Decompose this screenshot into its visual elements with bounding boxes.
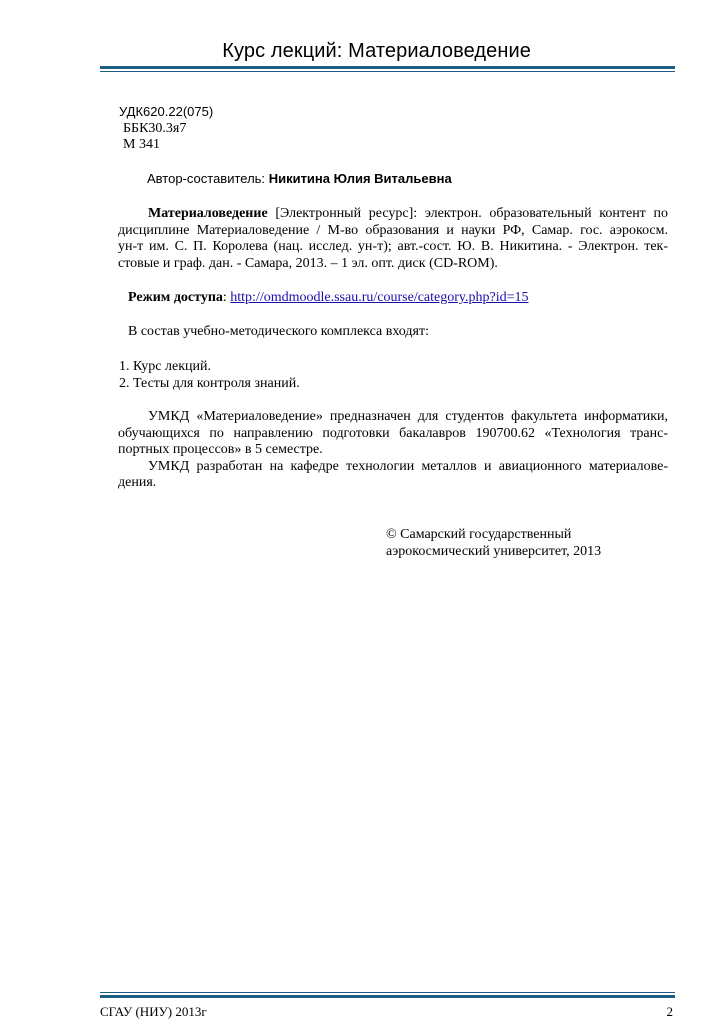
contents-item: 1. Курс лекций. xyxy=(119,359,211,374)
author-mark-code: М 341 xyxy=(123,137,160,152)
access-url-link[interactable]: http://omdmoodle.ssau.ru/course/category.php?id=15 xyxy=(230,290,529,305)
page-number: 2 xyxy=(666,1004,673,1019)
contents-intro: В состав учебно-методического комплекса входят: xyxy=(128,324,429,339)
contents-item: 2. Тесты для контроля знаний. xyxy=(119,376,300,391)
access-line: Режим доступа: http://omdmoodle.ssau.ru/course/category.php?id=15 xyxy=(128,290,529,305)
purpose-paragraph xyxy=(118,409,668,492)
description-line-2: дисциплине Материаловедение / М-во образования и науки РФ, Самар. гос. аэрокосм. xyxy=(118,222,668,238)
header-rule-thick xyxy=(100,66,675,69)
description-line-4: стовые и граф. дан. - Самара, 2013. – 1 эл. опт. диск (CD-ROM). xyxy=(118,255,498,271)
author-line xyxy=(147,171,452,187)
footer-rule-thick xyxy=(100,995,675,998)
footer-label: СГАУ (НИУ) 2013г xyxy=(100,1004,207,1019)
purpose-line-5: дения. xyxy=(118,475,157,490)
bibliographic-description xyxy=(118,206,668,272)
bbk-code: ББК30.3я7 xyxy=(123,121,187,136)
purpose-line-1: УМКД «Материаловедение» предназначен для студентов факультета информатики, xyxy=(148,409,668,424)
header-rule-thin xyxy=(100,71,675,72)
access-label: Режим доступа xyxy=(128,290,223,305)
purpose-line-2: обучающихся по направлению подготовки бакалавров 190700.62 «Технология транс- xyxy=(118,425,668,441)
copyright-line-1: © Самарский государственный xyxy=(386,527,572,542)
copyright-line-2: аэрокосмический университет, 2013 xyxy=(386,544,602,559)
page-title: Курс лекций: Материаловедение xyxy=(222,40,531,62)
description-line-1: Материаловедение [Электронный ресурс]: электрон. образовательный контент по xyxy=(148,206,668,221)
author-name: Никитина Юлия Витальевна xyxy=(268,171,452,186)
description-title: Материаловедение xyxy=(148,206,268,221)
purpose-line-4: УМКД разработан на кафедре технологии металлов и авиационного материалове- xyxy=(148,458,668,474)
purpose-line-3: портных процессов» в 5 семестре. xyxy=(118,442,323,457)
description-line-3: ун-т им. С. П. Королева (нац. исслед. ун-т); авт.-сост. Ю. В. Никитина. - Электрон. тек- xyxy=(118,239,668,254)
footer-rule-thin xyxy=(100,992,675,993)
author-label: Автор-составитель: xyxy=(147,171,266,186)
udk-code: УДК620.22(075) xyxy=(119,104,214,119)
